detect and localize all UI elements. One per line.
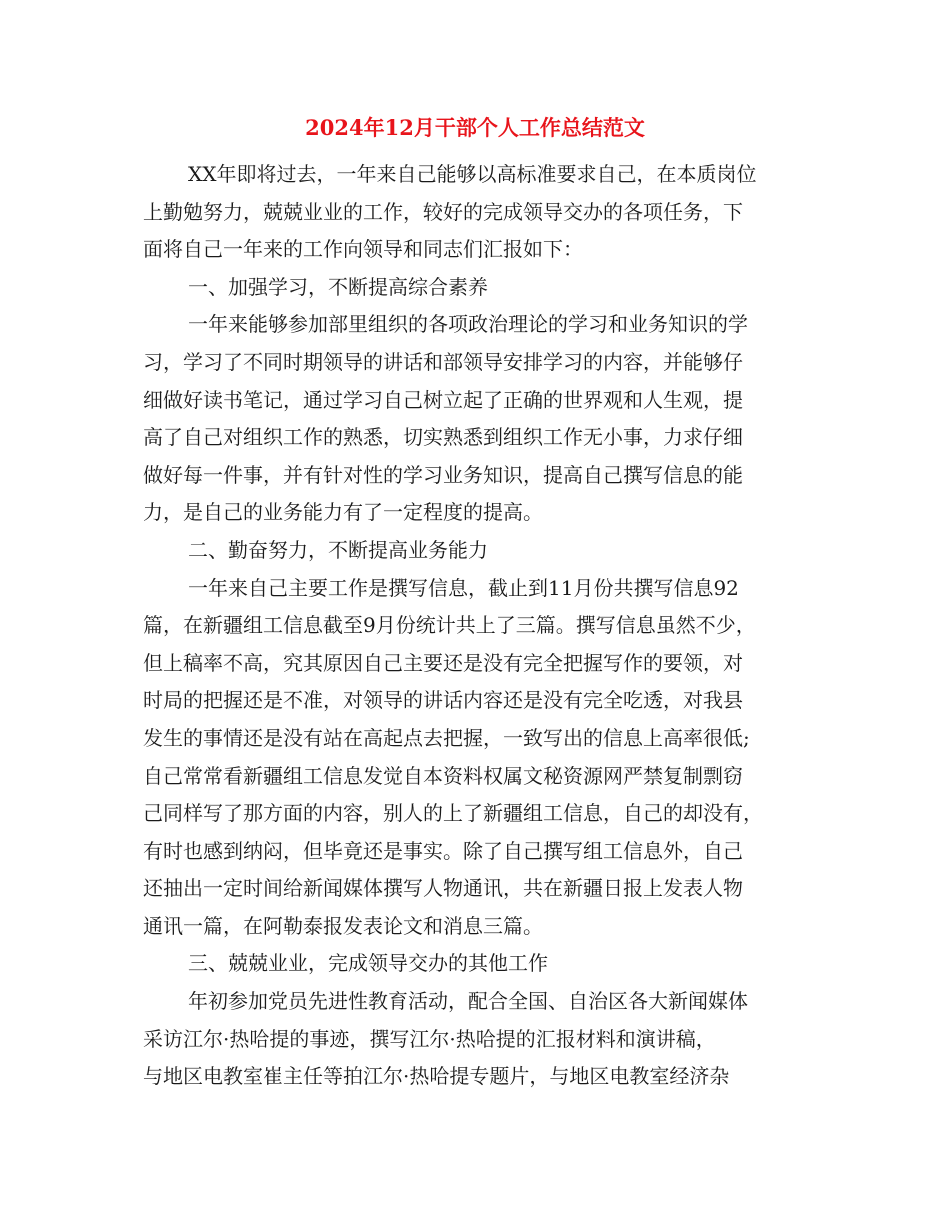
text-line: 高了自己对组织工作的熟悉，切实熟悉到组织工作无小事，力求仔细	[143, 425, 743, 450]
text-line: 力，是自己的业务能力有了一定程度的提高。	[143, 500, 543, 525]
document-body	[143, 156, 803, 1096]
text-line: 与地区电教室崔主任等拍江尔·热哈提专题片，与地区电教室经济杂	[143, 1064, 730, 1089]
text-line: 篇，在新疆组工信息截至9月份统计共上了三篇。撰写信息虽然不少，	[143, 613, 756, 638]
text-line: 己同样写了那方面的内容，别人的上了新疆组工信息，自己的却没有，	[143, 801, 763, 826]
text-line: 习，学习了不同时期领导的讲话和部领导安排学习的内容，并能够仔	[143, 349, 743, 374]
text-line: 上勤勉努力，兢兢业业的工作，较好的完成领导交办的各项任务，下	[143, 199, 743, 224]
document-title: 2024年12月干部个人工作总结范文	[305, 115, 645, 140]
text-line: 时局的把握还是不准，对领导的讲话内容还是没有完全吃透，对我县	[143, 688, 743, 713]
text-line: 自己常常看新疆组工信息发觉自本资料权属文秘资源网严禁复制剽窃	[143, 763, 743, 788]
text-line: 做好每一件事，并有针对性的学习业务知识，提高自己撰写信息的能	[143, 462, 743, 487]
text-line: 有时也感到纳闷，但毕竟还是事实。除了自己撰写组工信息外，自己	[143, 838, 743, 863]
section-heading: 一、加强学习，不断提高综合素养	[188, 274, 488, 299]
text-line: 通讯一篇，在阿勒泰报发表论文和消息三篇。	[143, 913, 543, 938]
text-line: XX年即将过去，一年来自己能够以高标准要求自己，在本质岗位	[188, 162, 757, 186]
text-line: 年初参加党员先进性教育活动，配合全国、自治区各大新闻媒体	[188, 989, 748, 1014]
text-line: 还抽出一定时间给新闻媒体撰写人物通讯，共在新疆日报上发表人物	[143, 876, 743, 901]
text-line: 但上稿率不高，究其原因自己主要还是没有完全把握写作的要领，对	[143, 650, 743, 675]
text-line: 细做好读书笔记，通过学习自己树立起了正确的世界观和人生观，提	[143, 387, 743, 412]
section-heading: 三、兢兢业业，完成领导交办的其他工作	[188, 951, 548, 976]
text-line: 发生的事情还是没有站在高起点去把握，一致写出的信息上高率很低;	[143, 725, 750, 750]
text-line: 采访江尔·热哈提的事迹，撰写江尔·热哈提的汇报材料和演讲稿，	[143, 1026, 716, 1051]
text-line: 一年来能够参加部里组织的各项政治理论的学习和业务知识的学	[188, 312, 748, 337]
text-line: 一年来自己主要工作是撰写信息，截止到11月份共撰写信息92	[188, 575, 739, 600]
section-heading: 二、勤奋努力，不断提高业务能力	[188, 537, 488, 562]
text-line: 面将自己一年来的工作向领导和同志们汇报如下：	[143, 237, 583, 262]
